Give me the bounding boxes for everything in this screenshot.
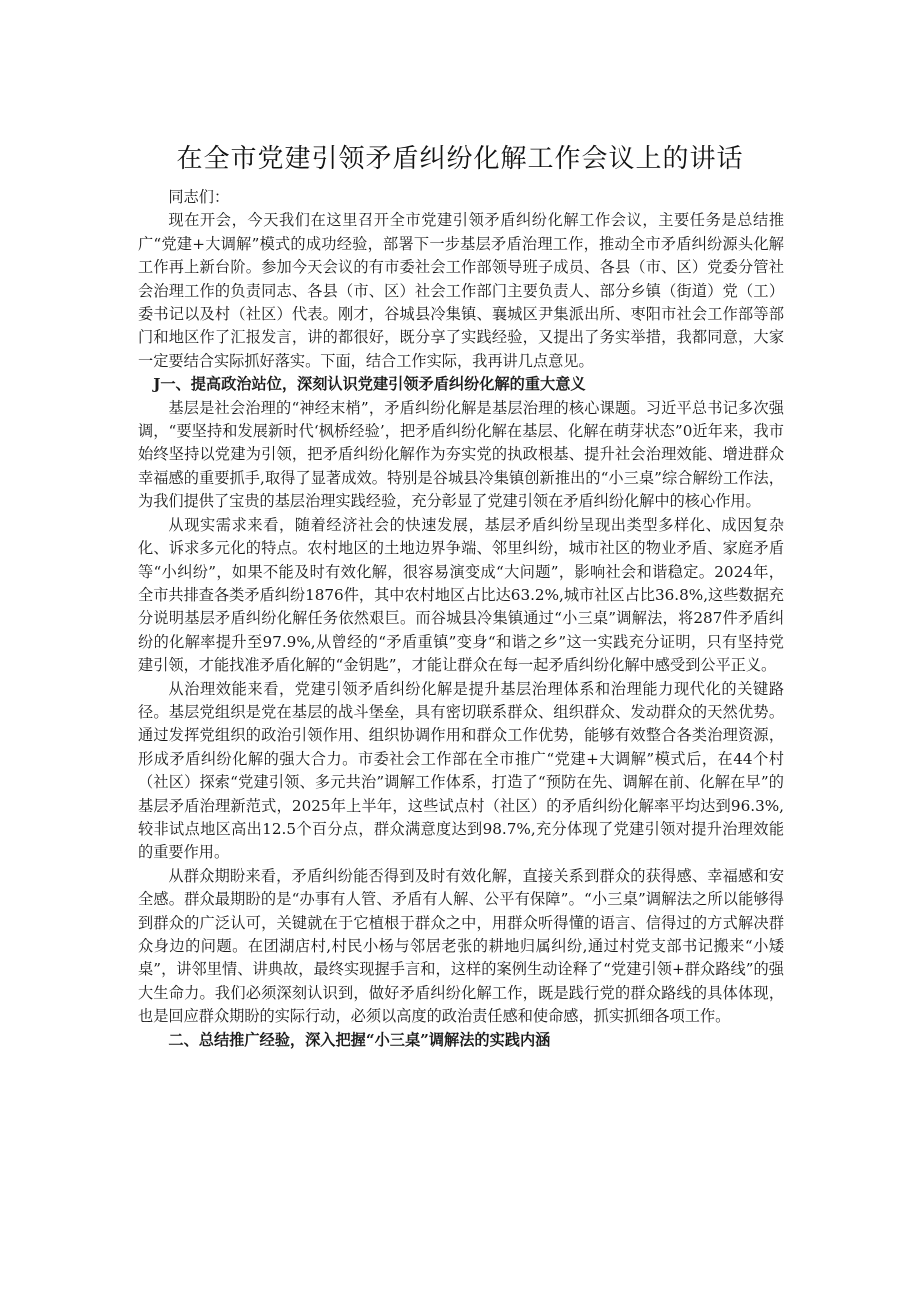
section-1-paragraph-4: 从群众期盼来看，矛盾纠纷能否得到及时有效化解，直接关系到群众的获得感、幸福感和安全感。群众最期盼的是“办事有人管、矛盾有人解、公平有保障”。“小三桌”调解法之所以能够得到群众的广泛认可，关键就在于它植根于群众之中，用群众听得懂的语言、信得过的方式解决群众身边的问题。在团湖店村,村民小杨与邻居老张的耕地归属纠纷,通过村党支部书记搬来“小矮桌”，讲邻里情、讲典故，最终实现握手言和，这样的案例生动诠释了“党建引领+群众路线”的强大生命力。我们必须深刻认识到，做好矛盾纠纷化解工作，既是践行党的群众路线的具体体现，也是回应群众期盼的实际行动，必须以高度的政治责任感和使命感，抓实抓细各项工作。 [138,866,784,1026]
opening-paragraph: 现在开会，今天我们在这里召开全市党建引领矛盾纠纷化解工作会议，主要任务是总结推广“党建+大调解”模式的成功经验，部署下一步基层矛盾治理工作，推动全市矛盾纠纷源头化解工作再上新台阶。参加今天会议的有市委社会工作部领导班子成员、各县（市、区）党委分管社会治理工作的负责同志、各县（市、区）社会工作部门主要负责人、部分乡镇（街道）党（工）委书记以及村（社区）代表。刚才，谷城县冷集镇、襄城区尹集派出所、枣阳市社会工作部等部门和地区作了汇报发言，讲的都很好，既分享了实践经验，又提出了务实举措，我都同意，大家一定要结合实际抓好落实。下面，结合工作实际，我再讲几点意见。 [138,211,784,370]
document-title: 在全市党建引领矛盾纠纷化解工作会议上的讲话 [176,144,744,174]
section-1-paragraph-1: 基层是社会治理的“神经末梢”，矛盾纠纷化解是基层治理的核心课题。习近平总书记多次强调，“要坚持和发展新时代‘枫桥经验’，把矛盾纠纷化解在基层、化解在萌芽状态”0近年来，我市始终坚持以党建为引领，把矛盾纠纷化解作为夯实党的执政根基、提升社会治理效能、增进群众幸福感的重要抓手,取得了显著成效。特别是谷城县冷集镇创新推出的“小三桌”综合解纷工作法，为我们提供了宝贵的基层治理实践经验，充分彰显了党建引领在矛盾纠纷化解中的核心作用。 [138,398,784,511]
section-heading-1: J一、提高政治站位，深刻认识党建引领矛盾纠纷化解的重大意义 [153,375,586,394]
section-heading-2: 二、总结推广经验，深入把握“小三桌”调解法的实践内涵 [168,1030,551,1049]
document-body [138,186,784,1052]
greeting: 同志们： [168,188,230,206]
section-1-paragraph-3: 从治理效能来看，党建引领矛盾纠纷化解是提升基层治理体系和治理能力现代化的关键路径。基层党组织是党在基层的战斗堡垒，具有密切联系群众、组织群众、发动群众的天然优势。通过发挥党组织的政治引领作用、组织协调作用和群众工作优势，能够有效整合各类治理资源，形成矛盾纠纷化解的强大合力。市委社会工作部在全市推广“党建+大调解”模式后，在44个村（社区）探索“党建引领、多元共治”调解工作体系，打造了“预防在先、调解在前、化解在早”的基层矛盾治理新范式，2025年上半年，这些试点村（社区）的矛盾纠纷化解率平均达到96.3%,较非试点地区高出12.5个百分点，群众满意度达到98.7%,充分体现了党建引领对提升治理效能的重要作用。 [138,679,784,862]
section-1-paragraph-2: 从现实需求来看，随着经济社会的快速发展，基层矛盾纠纷呈现出类型多样化、成因复杂化、诉求多元化的特点。农村地区的土地边界争端、邻里纠纷，城市社区的物业矛盾、家庭矛盾等“小纠纷”，如果不能及时有效化解，很容易演变成“大问题”，影响社会和谐稳定。2024年，全市共排查各类矛盾纠纷1876件，其中农村地区占比达63.2%,城市社区占比36.8%,这些数据充分说明基层矛盾纠纷化解任务依然艰巨。而谷城县冷集镇通过“小三桌”调解法，将287件矛盾纠纷的化解率提升至97.9%,从曾经的“矛盾重镇”变身“和谐之乡”这一实践充分证明，只有坚持党建引领，才能找准矛盾化解的“金钥匙”，才能让群众在每一起矛盾纠纷化解中感受到公平正义。 [138,515,784,675]
